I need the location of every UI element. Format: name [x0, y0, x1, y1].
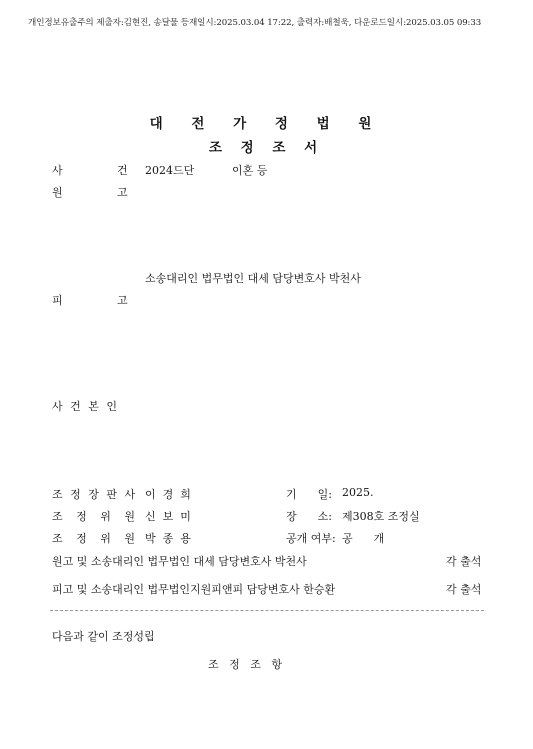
attendance-line-1: 원고 및 소송대리인 법무법인 대세 담당변호사 박천사: [52, 555, 307, 568]
plaintiff-representative: 소송대리인 법무법인 대세 담당변호사 박천사: [145, 272, 361, 285]
official-role-3: 조 정 위 원: [52, 532, 140, 545]
privacy-header-notice: 개인정보유출주의 제출자:김현진, 송달물 등재일시:2025.03.04 17:22, 출력자:배철욱, 다운로드일시:2025.03.05 09:33: [28, 18, 482, 28]
hearing-public-value: 공 개: [342, 532, 385, 545]
official-role-2: 조 정 위 원: [52, 510, 140, 523]
plaintiff-label-right: 고: [117, 186, 128, 199]
official-role-1: 조 정 장 판 사: [52, 488, 138, 501]
terms-heading: 조 정 조 항: [208, 658, 282, 671]
case-label-right: 건: [117, 164, 128, 177]
hearing-public-label: 공개 여부:: [286, 532, 336, 545]
case-label-left: 사: [52, 164, 63, 177]
case-number: 2024드단: [145, 164, 195, 177]
official-name-3: 박 종 용: [145, 532, 191, 545]
defendant-label-right: 고: [117, 294, 128, 307]
attendance-status-1: 각 출석: [446, 555, 482, 568]
attendance-line-2: 피고 및 소송대리인 법무법인지원피앤피 담당변호사 한승환: [52, 583, 336, 596]
defendant-label-left: 피: [52, 294, 63, 307]
attendance-status-2: 각 출석: [446, 583, 482, 596]
hearing-place-label: 장 소:: [286, 510, 332, 523]
official-name-1: 이 경 희: [145, 488, 191, 501]
section-divider: [50, 610, 484, 611]
official-name-2: 신 보 미: [145, 510, 191, 523]
plaintiff-label-left: 원: [52, 186, 63, 199]
document-title: 조 정 조 서: [208, 140, 325, 156]
hearing-date-label: 기 일:: [286, 488, 332, 501]
hearing-date-value: 2025.: [342, 486, 374, 499]
case-principal-label: 사 건 본 인: [52, 400, 119, 413]
conclusion-text: 다음과 같이 조정성립: [52, 630, 155, 643]
case-name: 이혼 등: [232, 164, 268, 177]
court-name: 대 전 가 정 법 원: [149, 116, 384, 132]
hearing-place-value: 제308호 조정실: [342, 510, 420, 523]
